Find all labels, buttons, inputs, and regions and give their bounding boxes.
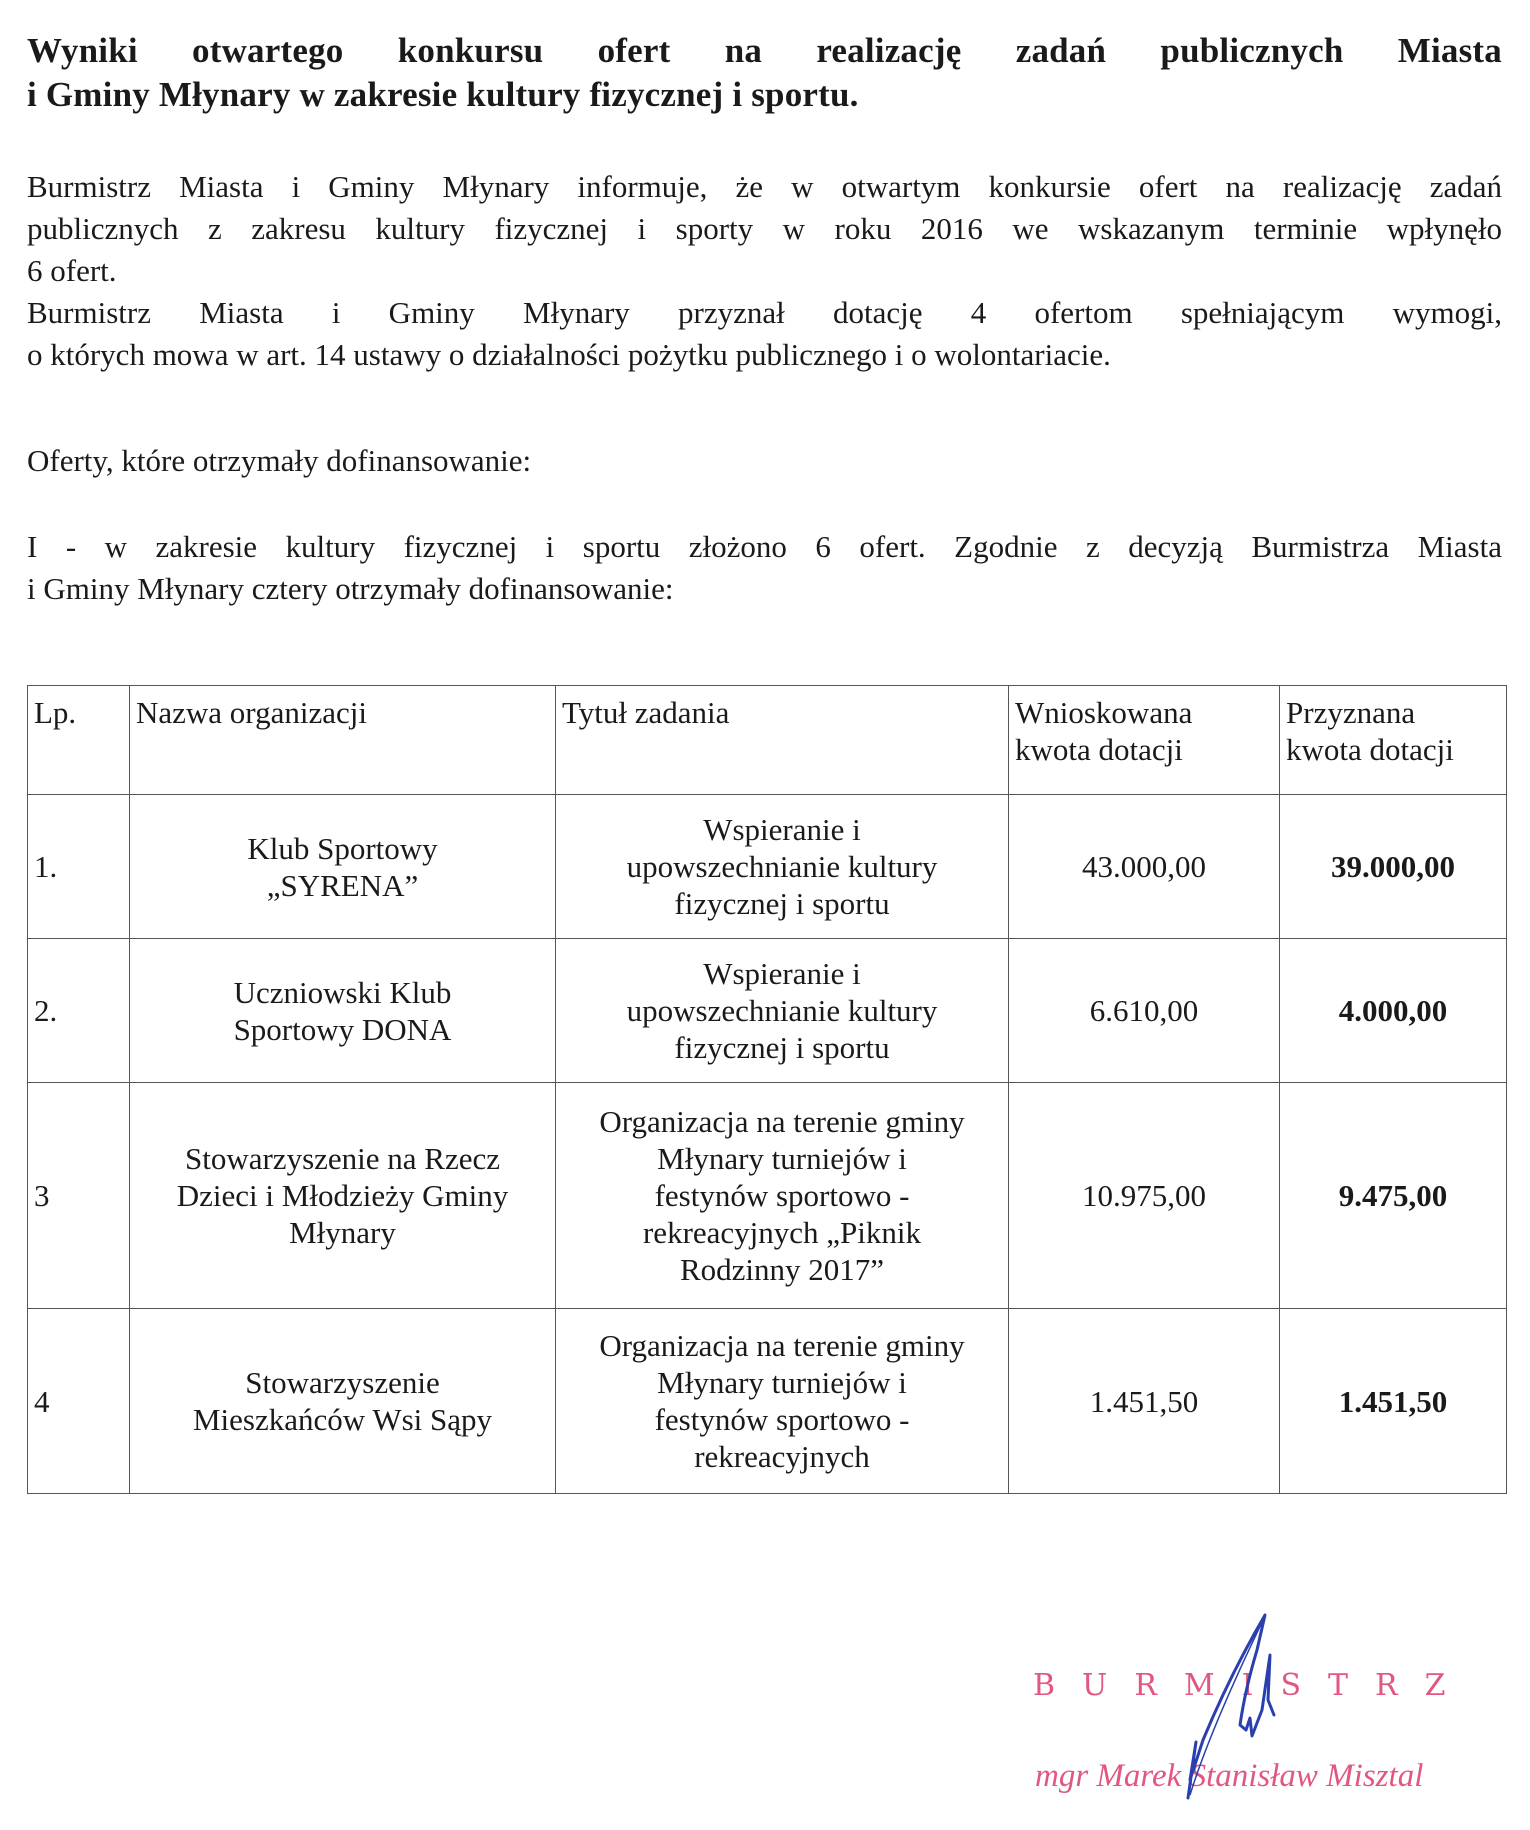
paragraph-line: publicznych z zakresu kultury fizycznej i sporty w roku 2016 we wskazanym terminie wpłynęło bbox=[27, 211, 1502, 246]
cell-requested: 6.610,00 bbox=[1009, 939, 1280, 1083]
title-line: Wyniki otwartego konkursu ofert na realizację zadań publicznych Miasta bbox=[27, 31, 1502, 70]
cell-lp: 3 bbox=[28, 1083, 130, 1309]
table-row bbox=[28, 1309, 1507, 1494]
paragraph-line: 6 ofert. bbox=[27, 253, 117, 288]
cell-line: Dzieci i Młodzieży Gminy bbox=[176, 1178, 509, 1213]
table-row bbox=[28, 1083, 1507, 1309]
cell-line: festynów sportowo - bbox=[654, 1178, 910, 1213]
paragraph-line: Burmistrz Miasta i Gminy Młynary przyznał dotację 4 ofertom spełniającym wymogi, bbox=[27, 295, 1502, 330]
grants-table bbox=[27, 685, 1507, 1494]
cell-requested: 43.000,00 bbox=[1009, 795, 1280, 939]
cell-organization bbox=[130, 939, 556, 1083]
cell-line: „SYRENA” bbox=[266, 867, 419, 903]
cell-line: Stowarzyszenie na Rzecz bbox=[184, 1141, 500, 1176]
cell-line: Sportowy DONA bbox=[233, 1011, 452, 1047]
cell-line: rekreacyjnych bbox=[694, 1439, 870, 1474]
cell-requested: 1.451,50 bbox=[1009, 1309, 1280, 1494]
header-line: kwota dotacji bbox=[1015, 732, 1183, 767]
table-row bbox=[28, 795, 1507, 939]
cell-task-title bbox=[556, 1083, 1009, 1309]
cell-line: Młynary bbox=[289, 1215, 396, 1250]
cell-lp: 2. bbox=[28, 939, 130, 1083]
cell-requested: 10.975,00 bbox=[1009, 1083, 1280, 1309]
cell-line: Klub Sportowy bbox=[247, 830, 438, 866]
header-requested-amount bbox=[1009, 686, 1280, 795]
cell-line: Stowarzyszenie bbox=[245, 1365, 440, 1400]
offers-heading bbox=[27, 440, 1502, 482]
cell-line: upowszechnianie kultury bbox=[626, 849, 938, 884]
cell-line: fizycznej i sportu bbox=[674, 886, 890, 921]
header-task-title: Tytuł zadania bbox=[556, 686, 1009, 795]
cell-lp: 1. bbox=[28, 795, 130, 939]
paragraph-line: Burmistrz Miasta i Gminy Młynary informuje, że w otwartym konkursie ofert na realizację zadań bbox=[27, 169, 1502, 204]
cell-task-title bbox=[556, 939, 1009, 1083]
cell-granted: 39.000,00 bbox=[1280, 795, 1507, 939]
title-line: i Gminy Młynary w zakresie kultury fizycznej i sportu. bbox=[27, 75, 859, 114]
document-title bbox=[27, 29, 1502, 117]
header-lp: Lp. bbox=[28, 686, 130, 795]
cell-lp: 4 bbox=[28, 1309, 130, 1494]
cell-organization bbox=[130, 1083, 556, 1309]
cell-line: Wspieranie i bbox=[703, 956, 861, 991]
cell-line: rekreacyjnych „Piknik bbox=[642, 1215, 922, 1250]
paragraph-line: Oferty, które otrzymały dofinansowanie: bbox=[27, 443, 532, 478]
cell-organization bbox=[130, 795, 556, 939]
mayor-stamp-name: mgr Marek Stanisław Misztal bbox=[1035, 1758, 1424, 1794]
header-line: Przyznana bbox=[1286, 695, 1416, 730]
header-line: Wnioskowana bbox=[1015, 695, 1193, 730]
table-row bbox=[28, 939, 1507, 1083]
paragraph-line: I - w zakresie kultury fizycznej i sportu złożono 6 ofert. Zgodnie z decyzją Burmistrza Miasta bbox=[27, 529, 1502, 564]
cell-granted: 9.475,00 bbox=[1280, 1083, 1507, 1309]
mayor-stamp-title: BURMISTRZ bbox=[1033, 1668, 1473, 1703]
header-granted-amount bbox=[1280, 686, 1507, 795]
signature-block bbox=[1000, 1580, 1530, 1830]
section-paragraph bbox=[27, 526, 1502, 610]
cell-organization bbox=[130, 1309, 556, 1494]
intro-paragraph bbox=[27, 166, 1502, 376]
cell-line: Mieszkańców Wsi Sąpy bbox=[192, 1402, 493, 1437]
cell-line: festynów sportowo - bbox=[654, 1402, 910, 1437]
header-line: kwota dotacji bbox=[1286, 732, 1454, 767]
cell-granted: 1.451,50 bbox=[1280, 1309, 1507, 1494]
paragraph-line: i Gminy Młynary cztery otrzymały dofinansowanie: bbox=[27, 571, 674, 606]
cell-line: upowszechnianie kultury bbox=[626, 993, 938, 1028]
table-header-row bbox=[28, 686, 1507, 795]
handwritten-signature-icon bbox=[1000, 1580, 1530, 1830]
cell-granted: 4.000,00 bbox=[1280, 939, 1507, 1083]
cell-line: Młynary turniejów i bbox=[657, 1141, 907, 1176]
cell-line: Organizacja na terenie gminy bbox=[599, 1328, 965, 1363]
cell-task-title bbox=[556, 795, 1009, 939]
paragraph-line: o których mowa w art. 14 ustawy o działalności pożytku publicznego i o wolontariacie. bbox=[27, 337, 1111, 372]
cell-line: Organizacja na terenie gminy bbox=[599, 1104, 965, 1139]
cell-line: Rodzinny 2017” bbox=[679, 1252, 885, 1287]
cell-line: fizycznej i sportu bbox=[674, 1030, 890, 1065]
cell-line: Wspieranie i bbox=[703, 812, 861, 847]
cell-line: Młynary turniejów i bbox=[657, 1365, 907, 1400]
cell-line: Uczniowski Klub bbox=[233, 974, 452, 1010]
cell-task-title bbox=[556, 1309, 1009, 1494]
header-organization: Nazwa organizacji bbox=[130, 686, 556, 795]
